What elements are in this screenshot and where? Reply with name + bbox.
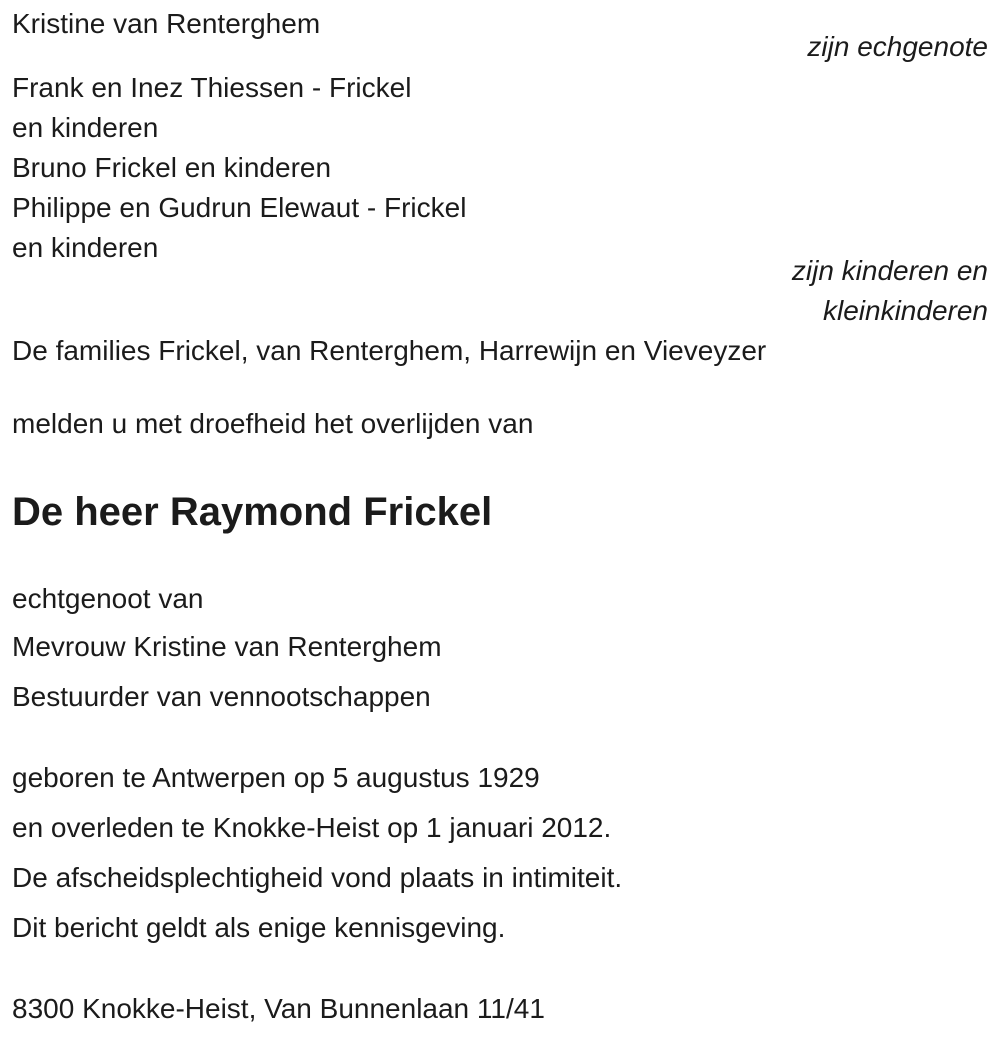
- children-relation-label-line2: kleinkinderen: [823, 295, 988, 326]
- address-line: 8300 Knokke-Heist, Van Bunnenlaan 11/41: [12, 993, 545, 1024]
- spouse-name-line: Kristine van Renterghem: [12, 8, 321, 39]
- life-event-line: De afscheidsplechtigheid vond plaats in intimiteit.: [12, 862, 623, 893]
- relative-line: Bruno Frickel en kinderen: [12, 152, 332, 183]
- relation-line: echtgenoot van: [12, 583, 204, 614]
- children-relation-label-line1: zijn kinderen en: [791, 255, 988, 286]
- announcement-line: melden u met droefheid het overlijden van: [12, 408, 534, 439]
- relative-line: en kinderen: [12, 232, 159, 263]
- spouse-relation-label: zijn echgenote: [807, 31, 988, 62]
- relation-line: Mevrouw Kristine van Renterghem: [12, 631, 442, 662]
- relative-line: Frank en Inez Thiessen - Frickel: [12, 72, 412, 103]
- life-event-line: en overleden te Knokke-Heist op 1 januari 2012.: [12, 812, 612, 843]
- relative-line: en kinderen: [12, 112, 159, 143]
- deceased-name-heading: De heer Raymond Frickel: [12, 490, 493, 534]
- relative-line: Philippe en Gudrun Elewaut - Frickel: [12, 192, 467, 223]
- families-line: De families Frickel, van Renterghem, Harrewijn en Vieveyzer: [12, 335, 767, 366]
- life-event-line: Dit bericht geldt als enige kennisgeving.: [12, 912, 506, 943]
- life-event-line: geboren te Antwerpen op 5 augustus 1929: [12, 762, 540, 793]
- relation-line: Bestuurder van vennootschappen: [12, 681, 431, 712]
